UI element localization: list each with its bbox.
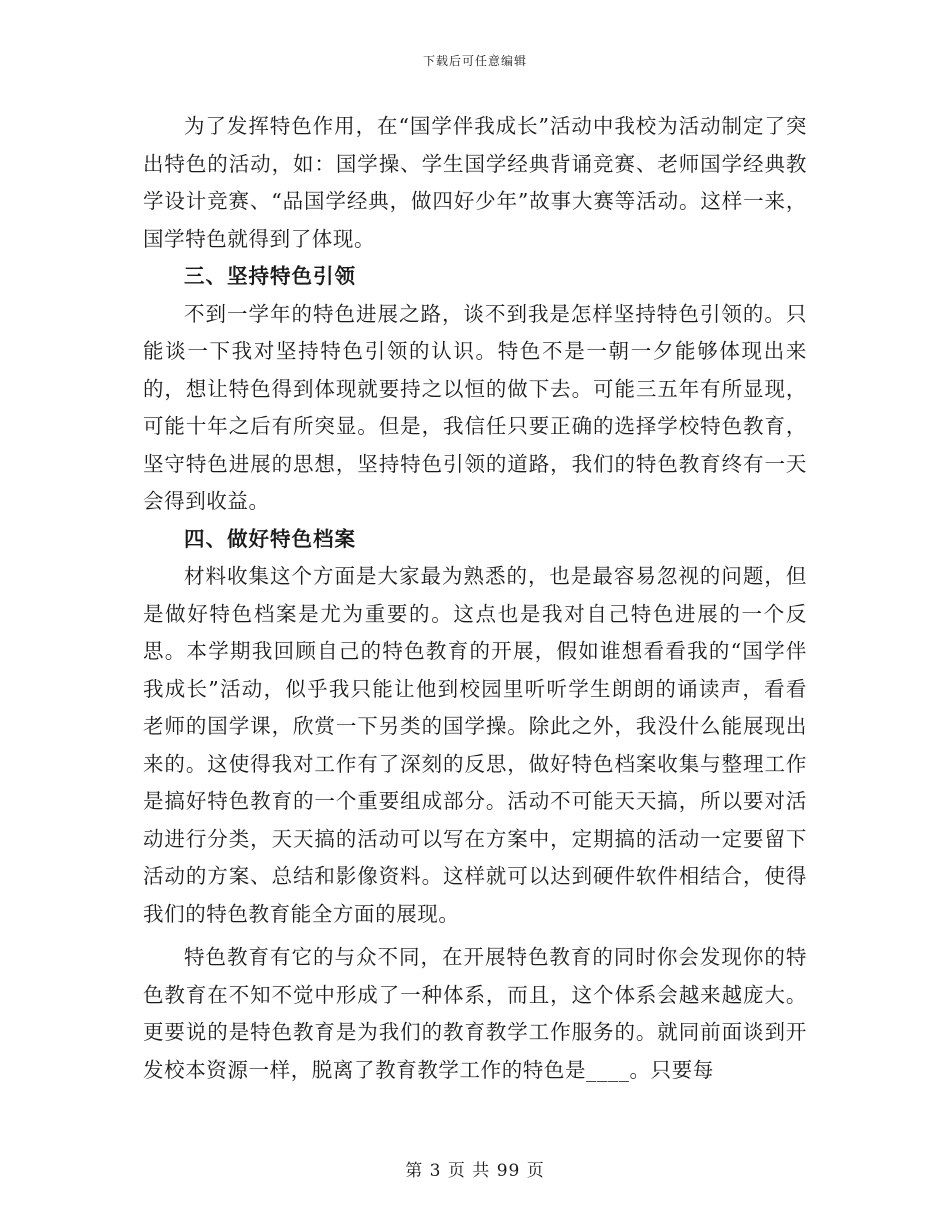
document-body [143, 108, 807, 1089]
paragraph-1: 为了发挥特色作用，在“国学伴我成长”活动中我校为活动制定了突出特色的活动，如：国学操、学生国学经典背诵竞赛、老师国学经典教学设计竞赛、“品国学经典，做四好少年”故事大赛等活动。这样一来，国学特色就得到了体现。 [143, 114, 807, 251]
paragraph-2: 不到一学年的特色进展之路，谈不到我是怎样坚持特色引领的。只能谈一下我对坚持特色引领的认识。特色不是一朝一夕能够体现出来的，想让特色得到体现就要持之以恒的做下去。可能三五年有所显现，可能十年之后有所突显。但是，我信任只要正确的选择学校特色教育，坚守特色进展的思想，坚持特色引领的道路，我们的特色教育终有一天会得到收益。 [143, 301, 807, 513]
page-header: 下载后可任意编辑 [422, 54, 527, 68]
section-heading-3: 三、坚持特色引领 [184, 264, 356, 288]
page-footer: 第 3 页 共 99 页 [405, 1161, 545, 1181]
paragraph-4: 特色教育有它的与众不同，在开展特色教育的同时你会发现你的特色教育在不知不觉中形成了一种体系，而且，这个体系会越来越庞大。更要说的是特色教育是为我们的教育教学工作服务的。就同前面谈到开发校本资源一样，脱离了教育教学工作的特色是____。只要每 [143, 945, 807, 1082]
section-heading-4: 四、做好特色档案 [184, 526, 356, 551]
paragraph-3: 材料收集这个方面是大家最为熟悉的，也是最容易忽视的问题，但是做好特色档案是尤为重要的。这点也是我对自己特色进展的一个反思。本学期我回顾自己的特色教育的开展，假如谁想看看我的“国学伴我成长”活动，似乎我只能让他到校园里听听学生朗朗的诵读声，看看老师的国学课，欣赏一下另类的国学操。除此之外，我没什么能展现出来的。这使得我对工作有了深刻的反思，做好特色档案收集与整理工作是搞好特色教育的一个重要组成部分。活动不可能天天搞，所以要对活动进行分类，天天搞的活动可以写在方案中，定期搞的活动一定要留下活动的方案、总结和影像资料。这样就可以达到硬件软件相结合，使得我们的特色教育能全方面的展现。 [143, 564, 807, 926]
